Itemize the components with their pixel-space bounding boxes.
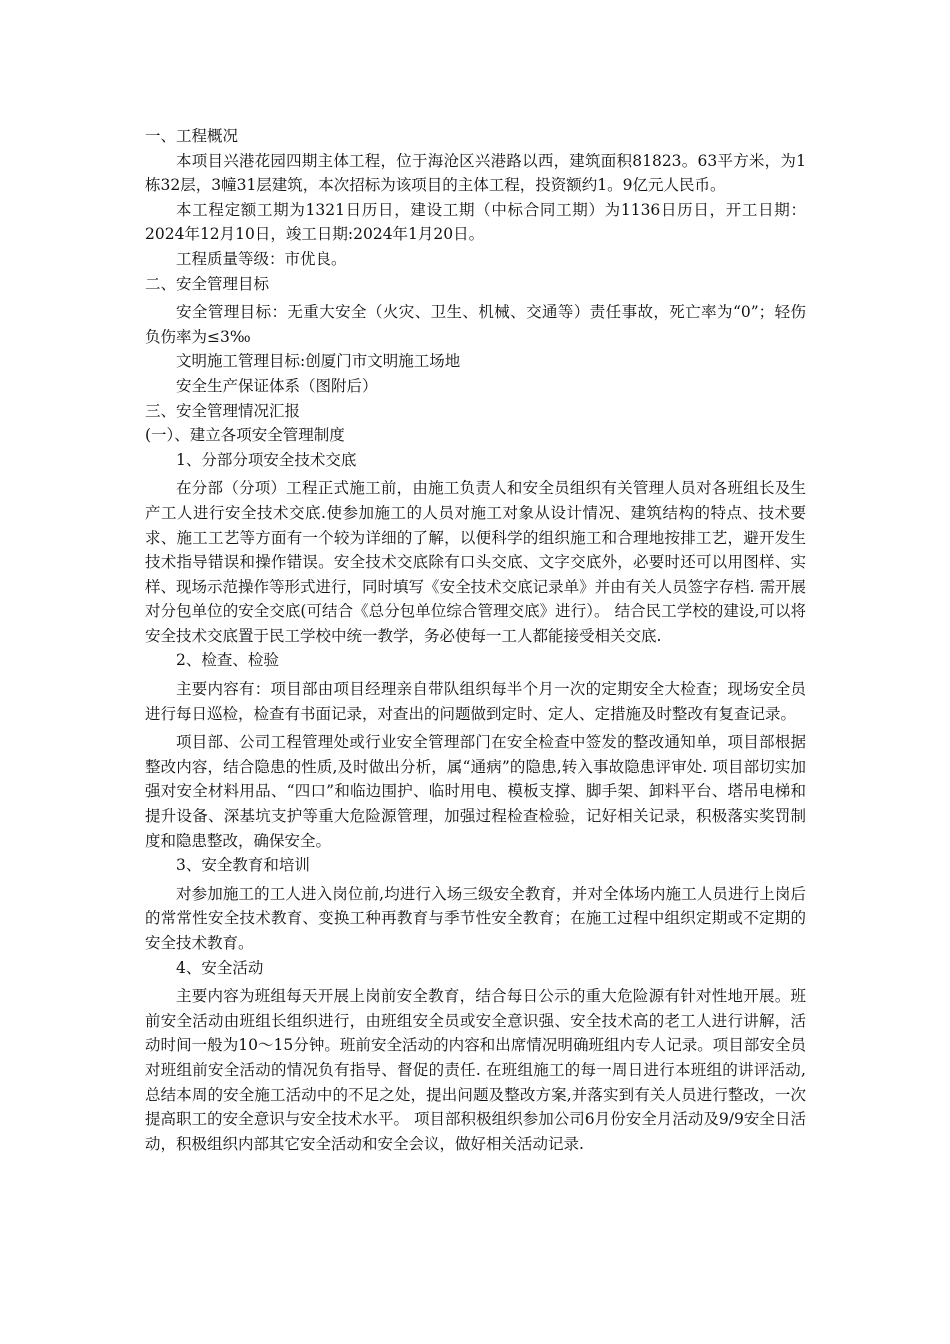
paragraph-activities: 主要内容为班组每天开展上岗前安全教育，结合每日公示的重大危险源有针对性地开展。班前安全活动由班组长组织进行，由班组安全员或安全意识强、安全技术高的老工人进行讲解，活动时间一般为10～15分钟。班前安全活动的内容和出席情况明确班组内专人记录。项目部安全员对班组前安全活动的情况负有指导、督促的责任. 在班组施工的每一周日进行本班组的讲评活动,总结本周的安全施工活动中的不足之处，提出问题及整改方案,并落实到有关人员进行整改，一次提高职工的安全意识与安全技术水平。 项目部积极组织参加公司6月份安全月活动及9/9安全日活动，积极组织内部其它安全活动和安全会议，做好相关活动记录. — [145, 987, 806, 1153]
paragraph-safety-goal: 安全管理目标：无重大安全（火灾、卫生、机械、交通等）责任事故，死亡率为“0”；轻伤负伤率为≤3‰ — [145, 303, 806, 346]
paragraph-schedule: 本工程定额工期为1321日历日，建设工期（中标合同工期）为1136日历日，开工日期：2024年12月10日，竣工日期:2024年1月20日。 — [145, 200, 806, 244]
paragraph-project-overview: 本项目兴港花园四期主体工程，位于海沧区兴港路以西，建筑面积81823。63平方米，为1栋32层，3幢31层建筑，本次招标为该项目的主体工程，投资额约1。9亿元人民币。 — [145, 151, 806, 195]
paragraph-education: 对参加施工的工人进入岗位前,均进行入场三级安全教育，并对全体场内施工人员进行上岗后的常常性安全技术教育、变换工种再教育与季节性安全教育；在施工过程中组织定期或不定期的安全技术教育。 — [145, 884, 806, 952]
item-heading-2: 2、检查、检验 — [176, 651, 279, 670]
paragraph-quality-level: 工程质量等级：市优良。 — [176, 249, 347, 268]
paragraph-civilized-goal: 文明施工管理目标:创厦门市文明施工场地 — [176, 352, 461, 371]
document-body — [145, 124, 806, 1156]
paragraph-assurance-system: 安全生产保证体系（图附后） — [176, 376, 378, 395]
section-heading-3: 三、安全管理情况汇报 — [145, 401, 301, 420]
section-heading-1: 一、工程概况 — [145, 127, 239, 145]
section-heading-2: 二、安全管理目标 — [145, 274, 270, 293]
item-heading-3: 3、安全教育和培训 — [176, 856, 310, 875]
item-heading-4: 4、安全活动 — [176, 958, 264, 977]
paragraph-technical-briefing: 在分部（分项）工程正式施工前，由施工负责人和安全员组织有关管理人员对各班组长及生产工人进行安全技术交底.使参加施工的人员对施工对象从设计情况、建筑结构的特点、技术要求、施工工艺等方面有一个较为详细的了解，以便科学的组织施工和合理地按排工艺，避开发生技术指导错误和操作错误。安全技术交底除有口头交底、文字交底外，必要时还可以用图样、实样、现场示范操作等形式进行，同时填写《安全技术交底记录单》并由有关人员签字存档. 需开展对分包单位的安全交底(可结合《总分包单位综合管理交底》进行）。 结合民工学校的建设,可以将安全技术交底置于民工学校中统一教学，务必使每一工人都能接受相关交底. — [145, 479, 806, 645]
paragraph-rectification: 项目部、公司工程管理处或行业安全管理部门在安全检查中签发的整改通知单，项目部根据整改内容，结合隐患的性质,及时做出分析，属“通病”的隐患,转入事故隐患评审处. 项目部切实加强对安全材料用品、“四口”和临边围护、临时用电、模板支撑、脚手架、卸料平台、塔吊电梯和提升设备、深基坑支护等重大危险源管理，加强过程检查检验，记好相关记录，积极落实奖罚制度和隐患整改，确保安全。 — [145, 733, 806, 850]
subsection-heading-1: (一）、建立各项安全管理制度 — [145, 426, 345, 445]
item-heading-1: 1、分部分项安全技术交底 — [176, 450, 357, 469]
paragraph-inspection: 主要内容有：项目部由项目经理亲自带队组织每半个月一次的定期安全大检查；现场安全员进行每日巡检，检查有书面记录，对查出的问题做到定时、定人、定措施及时整改有复查记录。 — [145, 680, 806, 723]
